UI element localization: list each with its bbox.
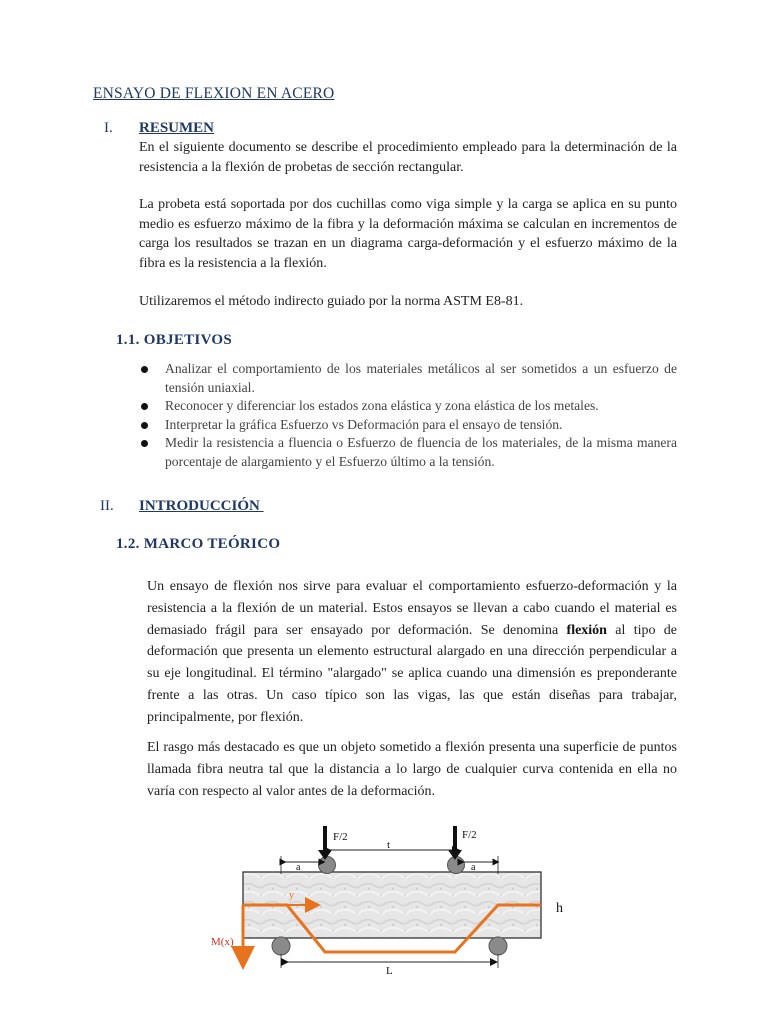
marco-paragraph-1: Un ensayo de flexión nos sirve para evaluar el comportamiento esfuerzo-deformación y la resistencia a la flexión de un material. Estos ensayos se llevan a cabo cuando el material es demasiado frágil para ser ensayado por deformación. Se denomina flexión al tipo de deformación que presenta un elemento estructural alargado en una dirección perpendicular a su eje longitudinal. El término "alargado" se aplica cuando una dimensión es preponderante frente a las otras. Un caso típico son las vigas, las que están diseñas para trabajar, principalmente, por flexión. (147, 579, 677, 725)
top-roller-right (448, 857, 465, 874)
section-number: I. (104, 120, 113, 136)
dimension-h-label: h (556, 901, 563, 916)
bullet-icon (141, 422, 148, 429)
load-label-left: F/2 (333, 831, 348, 843)
y-label: y (289, 890, 294, 901)
support-left (272, 937, 290, 955)
resumen-paragraph-1: En el siguiente documento se describe el procedimiento empleado para la determinación de la resistencia a la flexión de probetas de sección rectangular. (139, 140, 677, 175)
list-item: Interpretar la gráfica Esfuerzo vs Deformación para el ensayo de tensión. (139, 416, 677, 435)
resumen-paragraph-3: Utilizaremos el método indirecto guiado por la norma ASTM E8-81. (139, 294, 524, 309)
list-item: Reconocer y diferenciar los estados zona elástica y zona elástica de los metales. (139, 397, 677, 416)
moment-label: M(x) (211, 936, 234, 948)
list-item: Analizar el comportamiento de los materiales metálicos al ser sometidos a un esfuerzo de tensión uniaxial. (139, 360, 677, 397)
dimension-L-label: L (386, 965, 393, 977)
dimension-a-left-label: a (296, 862, 301, 873)
bullet-icon (141, 366, 148, 373)
marco-paragraph-2: El rasgo más destacado es que un objeto sometido a flexión presenta una superficie de puntos llamada fibra neutra tal que la distancia a lo largo de cualquier curva contenida en ella no varía con respecto al valor antes de la deformación. (147, 740, 677, 799)
objectives-heading: 1.1. OBJETIVOS (116, 332, 233, 348)
section-heading-introduccion: INTRODUCCIÓN (139, 498, 264, 514)
section-number: II. (100, 498, 114, 514)
beam-bending-figure (195, 808, 580, 983)
resumen-paragraph-2: La probeta está soportada por dos cuchillas como viga simple y la carga se aplica en su punto medio es esfuerzo máximo de la fibra y la deformación máxima se calculan en incrementos de carga los resultados se trazan en un diagrama carga-deformación y el esfuerzo máximo de la fibra es la resistencia a la flexión. (139, 197, 677, 271)
list-item: Medir la resistencia a fluencia o Esfuerzo de fluencia de los materiales, de la misma manera porcentaje de alargamiento y el Esfuerzo último a la tensión. (139, 434, 677, 471)
support-right (489, 937, 507, 955)
document-title: ENSAYO DE FLEXION EN ACERO (93, 85, 335, 102)
marco-teorico-heading: 1.2. MARCO TEÓRICO (116, 536, 281, 552)
top-roller-left (319, 857, 336, 874)
section-heading-resumen: RESUMEN (139, 120, 215, 136)
objectives-list (139, 360, 677, 471)
bullet-icon (141, 403, 148, 410)
load-label-right: F/2 (462, 829, 477, 841)
dimension-t-label: t (387, 839, 391, 851)
dimension-a-right-label: a (471, 862, 476, 873)
bullet-icon (141, 440, 148, 447)
